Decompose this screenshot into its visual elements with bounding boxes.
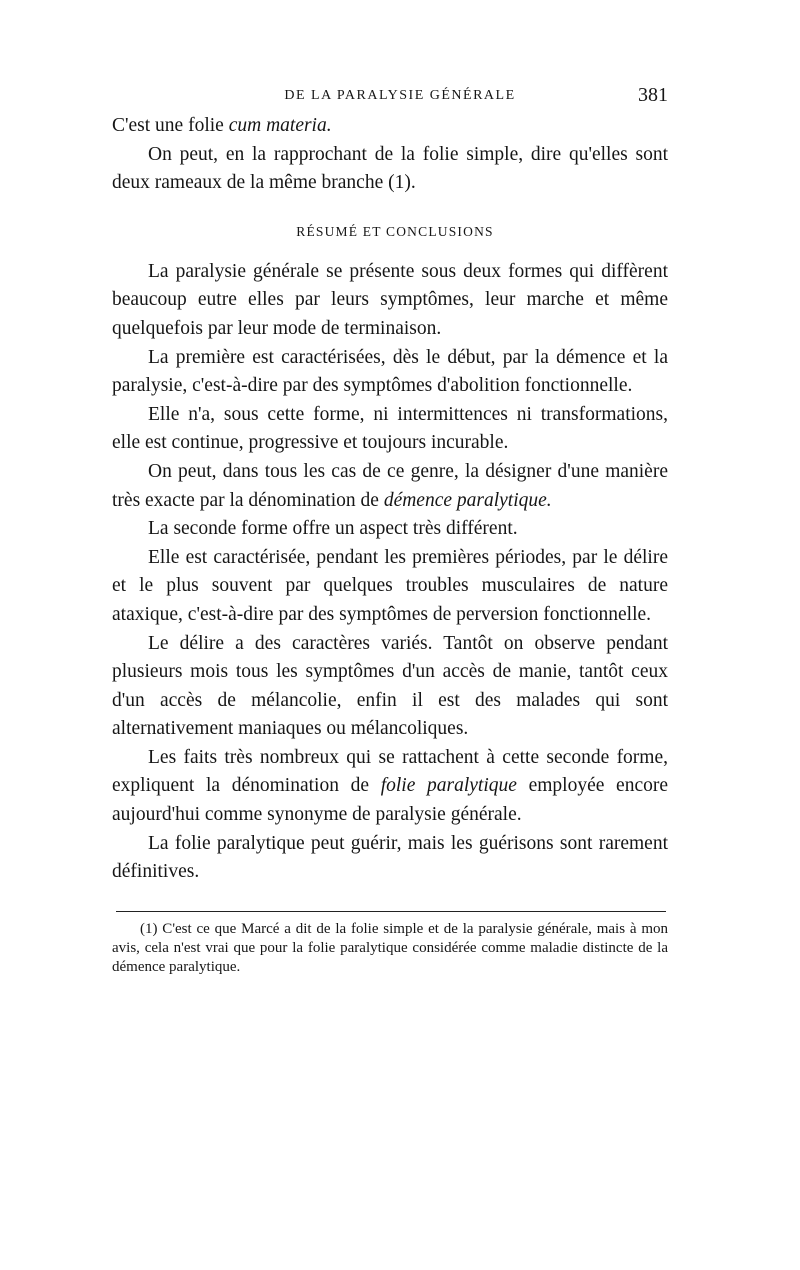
footnote	[112, 920, 668, 977]
paragraph: La première est caractérisées, dès le début, par la démence et la paralysie, c'est-à-dire par des symptômes d'abolition fonctionnelle.	[112, 346, 668, 397]
book-page	[112, 84, 669, 977]
running-title: DE LA PARALYSIE GÉNÉRALE	[284, 88, 516, 103]
page-number: 381	[638, 84, 668, 106]
paragraph: Elle n'a, sous cette forme, ni intermittences ni transformations, elle est continue, progressive et toujours incurable.	[112, 403, 668, 454]
latin-phrase: cum materia.	[228, 115, 332, 136]
footnote-text: (1) C'est ce que Marcé a dit de la folie simple et de la paralysie générale, mais à mon avis, cela n'est vrai que pour la folie paralytique considérée comme maladie distincte de la démence paralytique.	[112, 920, 668, 975]
footnote-divider	[116, 911, 666, 912]
page-header	[112, 84, 668, 112]
paragraph: C'est une folie cum materia.	[112, 115, 332, 136]
paragraph: Le délire a des caractères variés. Tantôt on observe pendant plusieurs mois tous les symptômes d'un accès de manie, tantôt ceux d'un accès de mélancolie, enfin il est des malades qui sont alternativement maniaques ou mélancoliques.	[112, 632, 668, 740]
paragraph: La folie paralytique peut guérir, mais les guérisons sont rarement définitives.	[112, 832, 668, 883]
paragraph: Elle est caractérisée, pendant les premières périodes, par le délire et le plus souvent par quelques troubles musculaires de nature ataxique, c'est-à-dire par des symptômes de perversion fonctionnelle.	[112, 546, 668, 625]
paragraph: On peut, dans tous les cas de ce genre, la désigner d'une manière très exacte par la dénomination de démence paralytique.	[112, 460, 668, 511]
paragraph: On peut, en la rapprochant de la folie simple, dire qu'elles sont deux rameaux de la même branche (1).	[112, 143, 668, 194]
italic-term: folie paralytique	[380, 775, 517, 797]
italic-term: démence paralytique.	[383, 489, 552, 511]
paragraph: La seconde forme offre un aspect très différent.	[148, 518, 518, 540]
section-heading: RÉSUMÉ ET CONCLUSIONS	[296, 223, 494, 239]
paragraph: La paralysie générale se présente sous deux formes qui diffèrent beaucoup eutre elles par leurs symptômes, leur marche et même quelquefois par leur mode de terminaison.	[112, 260, 668, 339]
body-text	[112, 112, 668, 887]
paragraph: Les faits très nombreux qui se rattachent à cette seconde forme, expliquent la dénomination de folie paralytique employée encore aujourd'hui comme synonyme de paralysie générale.	[112, 746, 669, 826]
